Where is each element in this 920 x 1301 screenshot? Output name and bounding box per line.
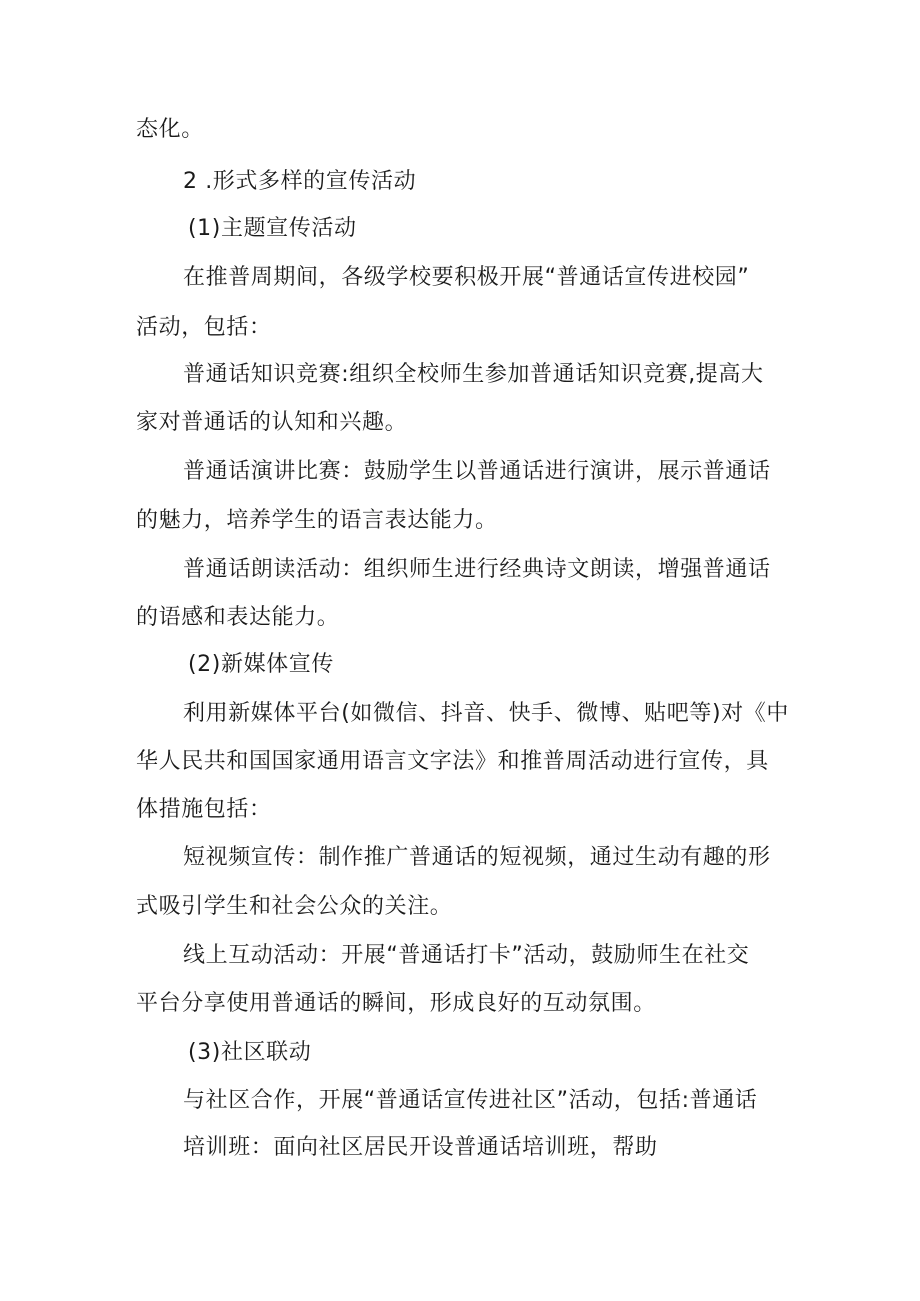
text-line: 家对普通话的认知和兴趣。 <box>136 410 408 435</box>
text-line: 与社区合作，开展“普通话宣传进社区”活动，包括:普通话 <box>183 1088 758 1113</box>
text-line: 普通话朗读活动：组织师生进行经典诗文朗读，增强普通话 <box>183 557 771 582</box>
section-heading: 2 .形式多样的宣传活动 <box>183 169 417 194</box>
text-line: 的魅力，培养学生的语言表达能力。 <box>136 508 498 533</box>
text-line: 式吸引学生和社会公众的关注。 <box>136 894 453 919</box>
text-line: 平台分享使用普通话的瞬间，形成良好的互动氛围。 <box>136 991 656 1016</box>
text-line: 体措施包括： <box>136 797 272 822</box>
subsection-heading: (2)新媒体宣传 <box>188 652 334 677</box>
text-line: 线上互动活动：开展“普通话打卡”活动，鼓励师生在社交 <box>183 943 750 968</box>
text-line: 培训班：面向社区居民开设普通话培训班，帮助 <box>183 1135 658 1160</box>
text-line: 普通话演讲比赛：鼓励学生以普通话进行演讲，展示普通话 <box>183 459 771 484</box>
text-line: 短视频宣传：制作推广普通话的短视频，通过生动有趣的形 <box>183 845 771 870</box>
text-line: 态化。 <box>136 117 204 142</box>
text-line: 活动，包括： <box>136 315 272 340</box>
subsection-heading: (3)社区联动 <box>188 1040 312 1065</box>
text-line: 在推普周期间，各级学校要积极开展“普通话宣传进校园” <box>183 265 750 290</box>
text-line: 华人民共和国国家通用语言文字法》和推普周活动进行宣传，具 <box>136 749 769 774</box>
text-line: 普通话知识竞赛:组织全校师生参加普通话知识竞赛,提高大 <box>183 362 764 387</box>
subsection-heading: (1)主题宣传活动 <box>188 216 357 241</box>
text-line: 利用新媒体平台(如微信、抖音、快手、微博、贴吧等)对《中 <box>183 701 789 726</box>
text-line: 的语感和表达能力。 <box>136 605 340 630</box>
